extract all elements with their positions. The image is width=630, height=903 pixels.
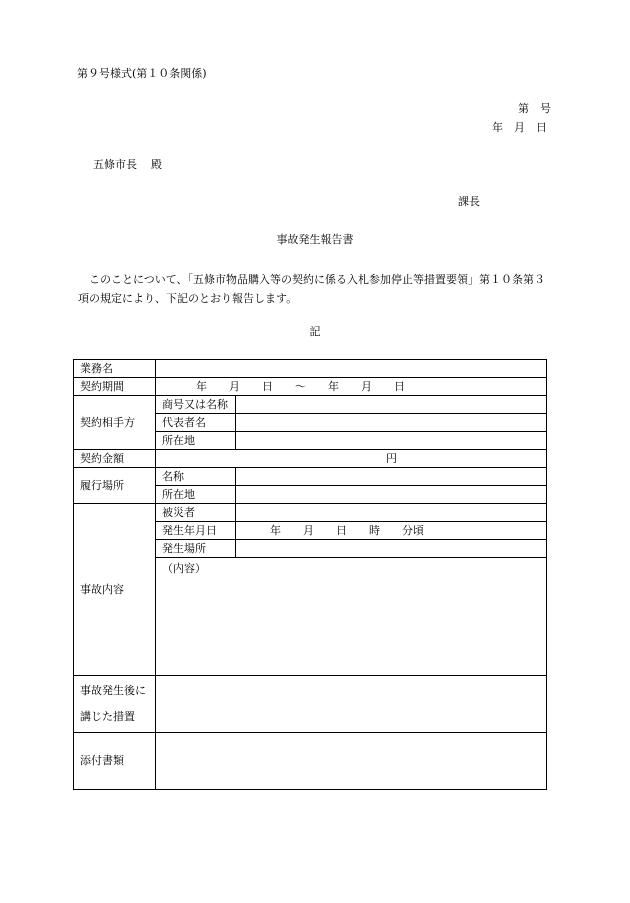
- field-victim[interactable]: [236, 504, 547, 522]
- document-title: 事故発生報告書: [276, 233, 354, 246]
- field-occurrence-date[interactable]: [236, 522, 547, 540]
- field-business-name[interactable]: [156, 360, 547, 378]
- measures-line1: 事故発生後に: [80, 684, 146, 697]
- field-occurrence-place[interactable]: [236, 540, 547, 558]
- label-contract-amount: 契約金額: [74, 450, 156, 468]
- label-business-name: 業務名: [74, 360, 156, 378]
- field-contract-period[interactable]: [156, 378, 547, 396]
- body-text: [78, 270, 550, 308]
- body-text-content: このことについて、「五條市物品購入等の契約に係る入札参加停止等措置要領」第１０条第３項の規定により、下記のとおり報告します。: [78, 273, 546, 305]
- label-contract-period: 契約期間: [74, 378, 156, 396]
- form-number: 第９号様式(第１０条関係): [77, 67, 207, 80]
- label-attachments: 添付書類: [74, 733, 156, 790]
- field-contractor-address[interactable]: [236, 432, 547, 450]
- content-label: （内容）: [162, 562, 206, 575]
- document-date: 年 月 日: [492, 121, 547, 134]
- ki-label: 記: [309, 325, 321, 338]
- document-number: 第 号: [518, 102, 551, 115]
- label-contractor: 契約相手方: [74, 396, 156, 450]
- field-attachments[interactable]: [156, 733, 547, 790]
- label-victim: 被災者: [156, 504, 236, 522]
- addressee-honorific: 殿: [151, 158, 162, 171]
- measures-line2: 講じた措置: [80, 710, 135, 723]
- field-accident-content[interactable]: [156, 558, 547, 676]
- field-representative[interactable]: [236, 414, 547, 432]
- label-place-address: 所在地: [156, 486, 236, 504]
- sender-title: 課長: [458, 195, 480, 208]
- report-table: [73, 359, 547, 790]
- label-representative: 代表者名: [156, 414, 236, 432]
- label-trade-name: 商号又は名称: [156, 396, 236, 414]
- label-performance-place: 履行場所: [74, 468, 156, 504]
- field-contract-amount[interactable]: [156, 450, 547, 468]
- label-accident-details: 事故内容: [74, 504, 156, 676]
- addressee-name: 五條市長: [93, 158, 137, 171]
- field-place-address[interactable]: [236, 486, 547, 504]
- label-occurrence-place: 発生場所: [156, 540, 236, 558]
- label-place-name: 名称: [156, 468, 236, 486]
- occurrence-date-value: 年 月 日 時 分頃: [270, 523, 424, 537]
- label-occurrence-date: 発生年月日: [156, 522, 236, 540]
- field-trade-name[interactable]: [236, 396, 547, 414]
- field-place-name[interactable]: [236, 468, 547, 486]
- contract-period-value: 年 月 日 ～ 年 月 日: [196, 379, 405, 393]
- label-measures: [74, 676, 156, 733]
- field-measures[interactable]: [156, 676, 547, 733]
- label-contractor-address: 所在地: [156, 432, 236, 450]
- addressee: [93, 159, 162, 170]
- yen-unit: 円: [386, 451, 397, 465]
